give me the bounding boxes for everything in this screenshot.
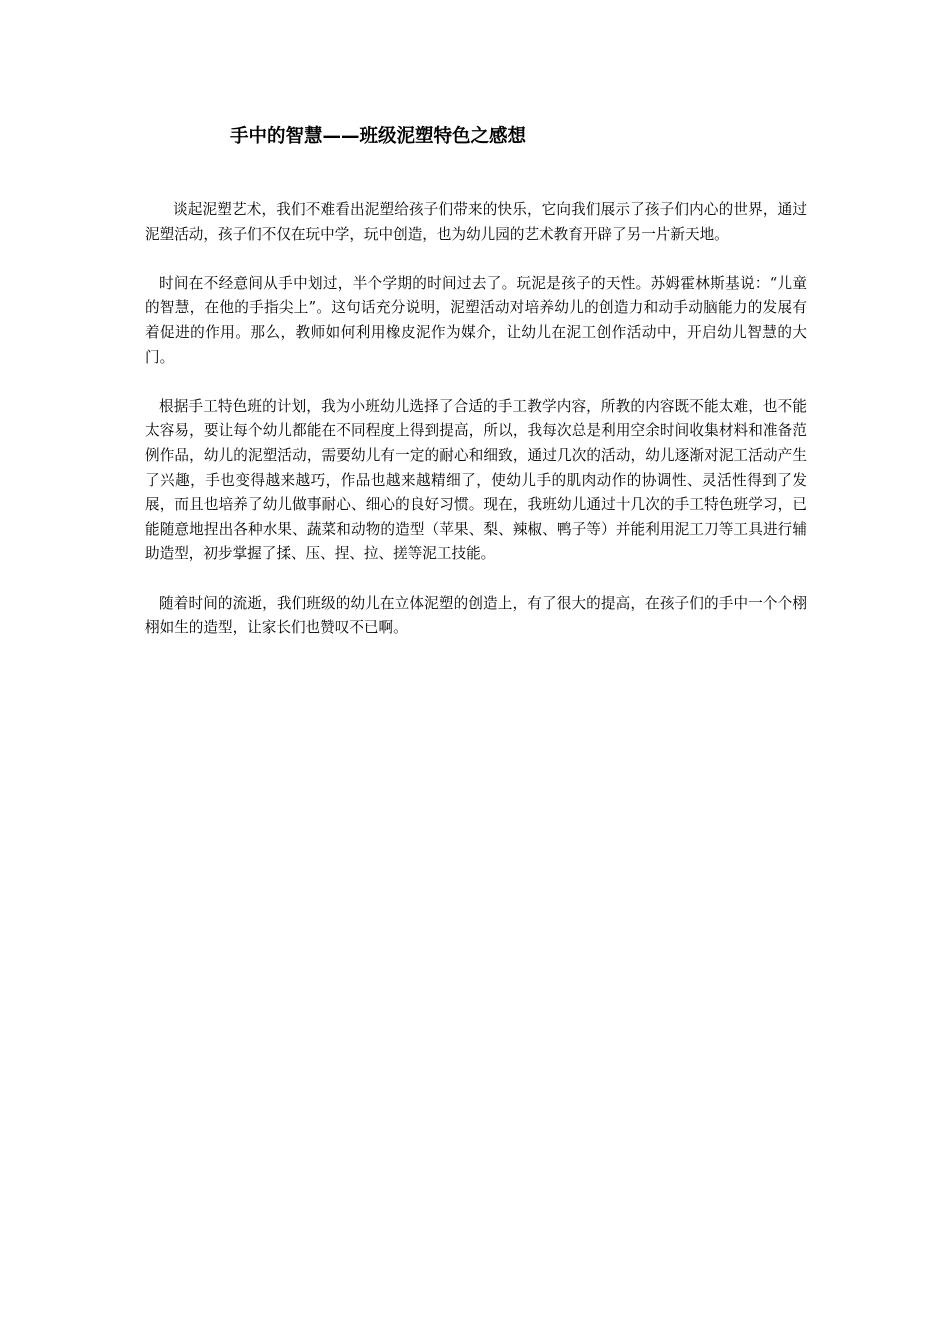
paragraph-time-passing: 时间在不经意间从手中划过，半个学期的时间过去了。玩泥是孩子的天性。苏姆霍林斯基说：“儿童的智慧，在他的手指尖上”。这句话充分说明，泥塑活动对培养幼儿的创造力和动手动脑能力的发展有着促进的作用。那么，教师如何利用橡皮泥作为媒介，让幼儿在泥工创作活动中，开启幼儿智慧的大门。	[145, 274, 807, 366]
document-title: 手中的智慧——班级泥塑特色之感想	[230, 126, 527, 147]
paragraph-intro: 谈起泥塑艺术，我们不难看出泥塑给孩子们带来的快乐，它向我们展示了孩子们内心的世界，通过泥塑活动，孩子们不仅在玩中学，玩中创造，也为幼儿园的艺术教育开辟了另一片新天地。	[145, 201, 807, 243]
document-body	[145, 198, 807, 665]
paragraph-conclusion: 随着时间的流逝，我们班级的幼儿在立体泥塑的创造上，有了很大的提高，在孩子们的手中一个个栩栩如生的造型，让家长们也赞叹不已啊。	[145, 594, 807, 637]
paragraph-handcraft-plan: 根据手工特色班的计划，我为小班幼儿选择了合适的手工教学内容，所教的内容既不能太难，也不能太容易，要让每个幼儿都能在不同程度上得到提高，所以，我每次总是利用空余时间收集材料和准备范例作品，幼儿的泥塑活动，需要幼儿有一定的耐心和细致，通过几次的活动，幼儿逐渐对泥工活动产生了兴趣，手也变得越来越巧，作品也越来越精细了，使幼儿手的肌肉动作的协调性、灵活性得到了发展，而且也培养了幼儿做事耐心、细心的良好习惯。现在，我班幼儿通过十几次的手工特色班学习，已能随意地捏出各种水果、蔬菜和动物的造型（苹果、梨、辣椒、鸭子等）并能利用泥工刀等工具进行辅助造型，初步掌握了揉、压、捏、拉、搓等泥工技能。	[145, 397, 807, 563]
